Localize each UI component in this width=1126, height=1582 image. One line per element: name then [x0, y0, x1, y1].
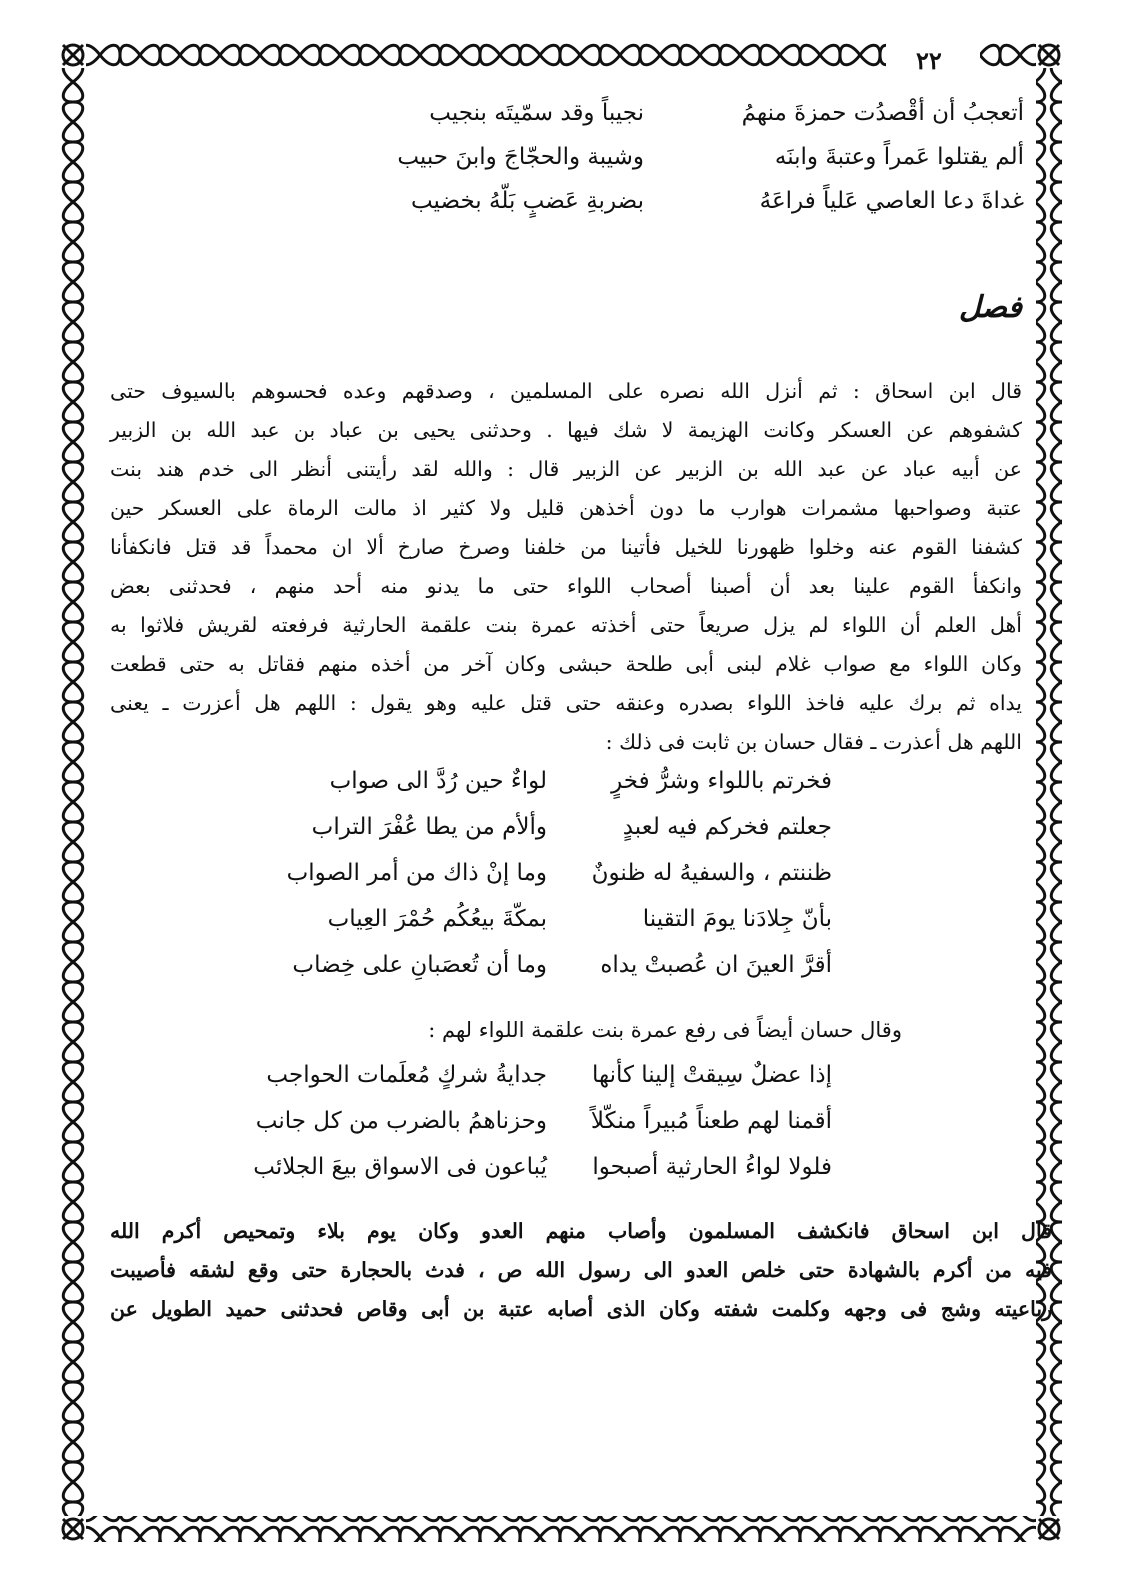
- verse: [304, 100, 1024, 144]
- verse: [304, 188, 1024, 232]
- verse: [272, 906, 832, 952]
- text-line: اللهم هل أعذرت ـ فقال حسان بن ثابت فى ذلك :: [605, 730, 1022, 754]
- hemistich-first: أتعجبُ أن أقْصدُت حمزةَ منهمُ: [741, 100, 1024, 126]
- poem-3-intro: وقال حسان أيضاً فى رفع عمرة بنت علقمة اللواء لهم :: [428, 1018, 902, 1042]
- text-line: كشفوهم عن العسكر وكانت الهزيمة لا شك فيها . وحدثنى يحيى بن عباد بن عبد الله بن الزبير: [110, 418, 1022, 442]
- hemistich-second: بمكّةَ بيعُكُم حُمْرَ العِياب: [327, 906, 547, 932]
- hemistich-first: ألم يقتلوا عَمراً وعتبةَ وابنَه: [774, 144, 1024, 170]
- text-line: قال ابن اسحاق : ثم أنزل الله نصره على المسلمين ، وصدقهم وعده فحسوهم بالسيوف حتى: [110, 379, 1022, 403]
- hemistich-first: إذا عضلٌ سِيقتْ إلينا كأنها: [591, 1062, 832, 1088]
- hemistich-second: وما أن تُعصَبانِ على خِضاب: [292, 952, 547, 978]
- hemistich-second: يُباعون فى الاسواق بيعَ الجلائب: [253, 1154, 547, 1180]
- hemistich-first: فلولا لواءُ الحارثية أصبحوا: [592, 1154, 832, 1180]
- page-number: ٢٢: [916, 46, 942, 75]
- hemistich-first: فخرتم باللواء وشرُّ فخرٍ: [611, 768, 832, 794]
- hemistich-first: أقمنا لهم طعناً مُبيراً منكّلاً: [590, 1108, 832, 1134]
- text-line: رباعيته وشج فى وجهه وكلمت شفته وكان الذى أصابه عتبة بن أبى وقاص فحدثنى حميد الطويل عن: [110, 1297, 1052, 1321]
- text-line: كشفنا القوم عنه وخلوا ظهورنا للخيل فأتينا من خلفنا وصرخ صارخ ألا ان محمداً قد قتل فانكفأنا: [110, 535, 1022, 559]
- hemistich-first: غداةَ دعا العاصي عَلياً فراعَهُ: [759, 188, 1024, 214]
- verse: [272, 814, 832, 860]
- text-line: عن أبيه عباد عن عبد الله بن الزبير عن الزبير قال : والله لقد رأيتنى أنظر الى خدم هند بنت: [110, 457, 1022, 481]
- text-line: وكان اللواء مع صواب غلام لبنى أبى طلحة حبشى وكان آخر من أخذه منهم فقاتل به حتى قطعت: [110, 652, 1022, 676]
- hemistich-second: جدايةُ شركٍ مُعلَمات الحواجب: [266, 1062, 547, 1088]
- poem-1: [304, 100, 1024, 232]
- verse: [272, 952, 832, 998]
- section-heading: فصل: [958, 290, 1022, 325]
- hemistich-second: وحزناهمُ بالضرب من كل جانب: [255, 1108, 547, 1134]
- hemistich-first: ظننتم ، والسفيهُ له ظنونٌ: [591, 860, 832, 886]
- text-line: عتبة وصواحبها مشمرات هوارب ما دون أخذهن قليل ولا كثير اذ مالت الرماة على العسكر حين: [110, 496, 1022, 520]
- text-body: [110, 100, 1052, 1482]
- text-line: وانكفأ القوم علينا بعد أن أصبنا أصحاب اللواء حتى ما يدنو منه أحد منهم ، فحدثنى بعض: [110, 574, 1022, 598]
- verse: [272, 768, 832, 814]
- paragraph-1: [110, 372, 1022, 762]
- text-line: يداه ثم برك عليه فاخذ اللواء بصدره وعنقه حتى قتل عليه وهو يقول : اللهم هل أعزرت ـ يعنى: [110, 691, 1022, 715]
- poem-3: [232, 1062, 832, 1200]
- hemistich-second: وما إنْ ذاك من أمر الصواب: [286, 860, 547, 886]
- verse: [232, 1108, 832, 1154]
- paragraph-2: [110, 1212, 1052, 1329]
- verse: [232, 1154, 832, 1200]
- text-line: قال ابن اسحاق فانكشف المسلمون وأصاب منهم العدو وكان يوم بلاء وتمحيص أكرم الله: [110, 1219, 1052, 1243]
- hemistich-second: وشيبة والحجّاجَ وابنَ حبيب: [397, 144, 644, 170]
- hemistich-second: وألأم من يطا عُفْرَ التراب: [311, 814, 547, 840]
- hemistich-first: بأنّ جِلادَنا يومَ التقينا: [642, 906, 832, 932]
- hemistich-second: لواءٌ حين رُدَّ الى صواب: [329, 768, 547, 794]
- verse: [304, 144, 1024, 188]
- verse: [272, 860, 832, 906]
- verse: [232, 1062, 832, 1108]
- text-line: فيه من أكرم بالشهادة حتى خلص العدو الى رسول الله ص ، فدث بالحجارة حتى وقع لشقه فأصيبت: [110, 1258, 1052, 1282]
- hemistich-first: أقرَّ العينَ ان عُصبتْ يداه: [600, 952, 832, 978]
- text-line: أهل العلم أن اللواء لم يزل صريعاً حتى أخذته عمرة بنت علقمة الحارثية فرفعته لقريش فلاثوا به: [110, 613, 1022, 637]
- poem-2: [272, 768, 832, 998]
- hemistich-second: بضربةِ عَضبٍ بَلّهُ بخضيب: [410, 188, 644, 214]
- hemistich-second: نجيباً وقد سمّيتَه بنجيب: [429, 100, 644, 126]
- hemistich-first: جعلتم فخركم فيه لعبدٍ: [622, 814, 832, 840]
